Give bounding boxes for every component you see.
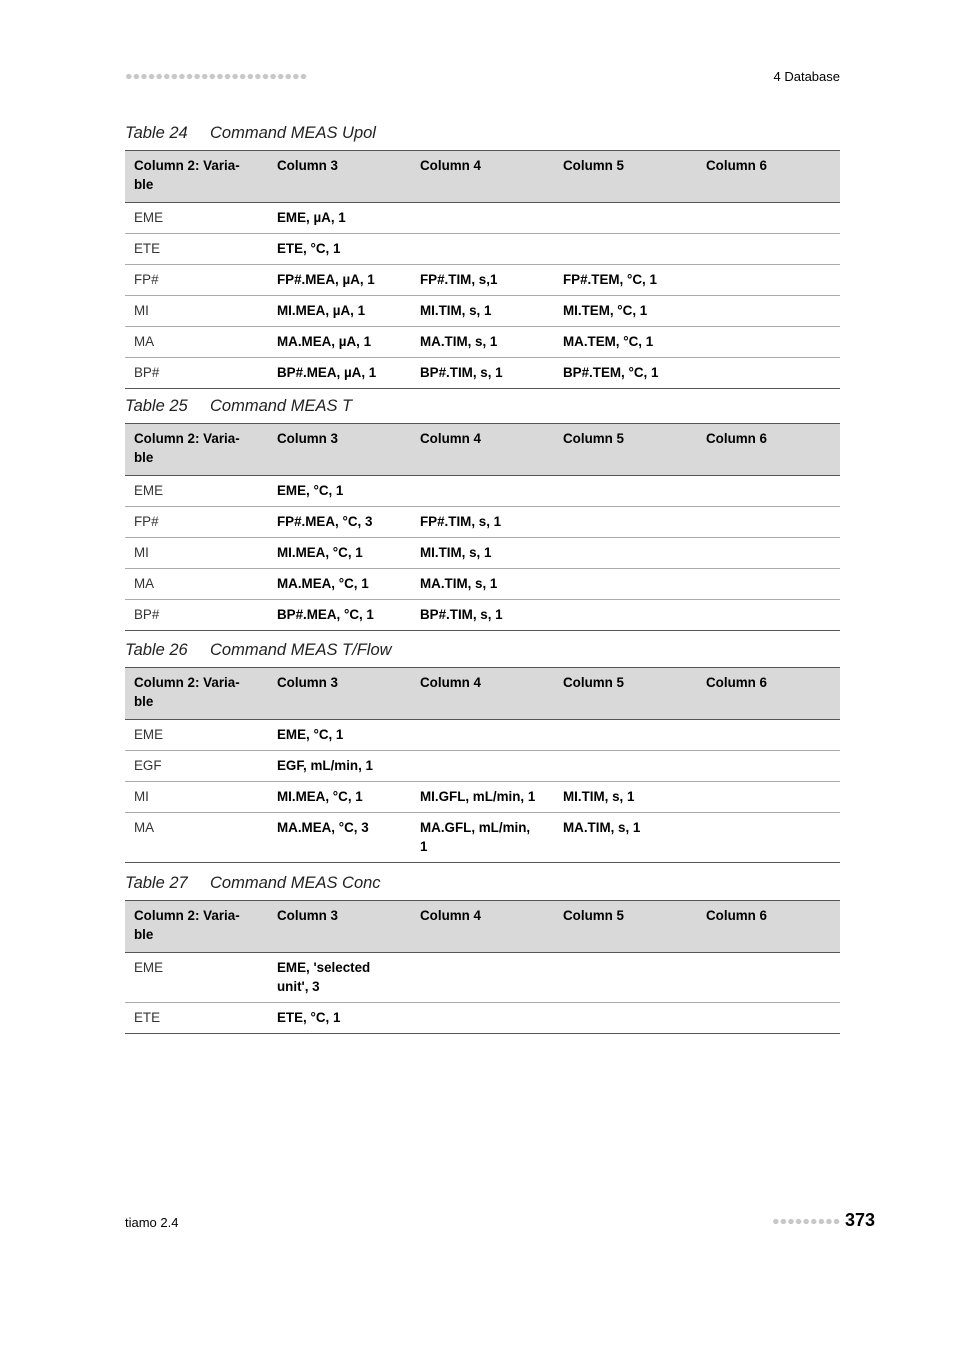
data-table (125, 423, 840, 631)
table-number: Table 26 (125, 641, 188, 659)
value-cell: MA.MEA, °C, 3 (268, 813, 411, 863)
table-header-row (125, 668, 840, 720)
value-cell (697, 234, 840, 265)
value-cell (554, 476, 697, 507)
column-header: Column 4 (420, 675, 482, 690)
header-decoration-dots (125, 72, 307, 81)
value-cell: FP#.TEM, °C, 1 (554, 265, 697, 296)
page-number: 373 (845, 1210, 876, 1230)
table-title: Command MEAS Conc (210, 874, 381, 892)
variable-cell: MA (125, 327, 268, 358)
value-cell: MA.TIM, s, 1 (554, 813, 697, 863)
table-header-row (125, 151, 840, 203)
variable-cell: BP# (125, 358, 268, 389)
table-row (125, 265, 840, 296)
table-row (125, 813, 840, 863)
value-cell: MI.MEA, µA, 1 (268, 296, 411, 327)
table-row (125, 720, 840, 751)
value-cell (697, 358, 840, 389)
value-cell (411, 751, 554, 782)
table-caption (125, 122, 840, 150)
value-cell (697, 782, 840, 813)
value-cell (411, 953, 554, 1003)
variable-cell: EME (125, 953, 268, 1003)
value-cell: MA.MEA, °C, 1 (268, 569, 411, 600)
value-cell: BP#.TIM, s, 1 (411, 358, 554, 389)
variable-cell: EME (125, 476, 268, 507)
table-row (125, 953, 840, 1003)
column-header: Column 6 (706, 431, 768, 446)
variable-cell: MI (125, 782, 268, 813)
value-cell: FP#.MEA, °C, 3 (268, 507, 411, 538)
value-cell (697, 327, 840, 358)
value-cell (697, 569, 840, 600)
value-cell (554, 507, 697, 538)
table-header-row (125, 901, 840, 953)
table-row (125, 234, 840, 265)
variable-cell: MA (125, 813, 268, 863)
value-cell (411, 234, 554, 265)
value-cell: EME, 'selected unit', 3 (268, 953, 411, 1003)
column-header: Column 2: Varia- ble (134, 908, 240, 942)
value-cell: MA.GFL, mL/min, 1 (411, 813, 554, 863)
variable-cell: ETE (125, 1003, 268, 1034)
column-header: Column 2: Varia- ble (134, 158, 240, 192)
data-table (125, 150, 840, 389)
table-number: Table 27 (125, 874, 188, 892)
value-cell (554, 600, 697, 631)
value-cell: EME, µA, 1 (268, 203, 411, 234)
table-block (125, 395, 840, 631)
variable-cell: MA (125, 569, 268, 600)
table-block (125, 639, 840, 863)
table-caption (125, 395, 840, 423)
variable-cell: ETE (125, 234, 268, 265)
variable-cell: EGF (125, 751, 268, 782)
value-cell (697, 538, 840, 569)
table-row (125, 538, 840, 569)
table-number: Table 24 (125, 124, 188, 142)
column-header: Column 4 (420, 908, 482, 923)
value-cell: BP#.TEM, °C, 1 (554, 358, 697, 389)
value-cell (411, 476, 554, 507)
column-header: Column 3 (277, 908, 339, 923)
value-cell (697, 296, 840, 327)
value-cell: MA.TIM, s, 1 (411, 569, 554, 600)
variable-cell: MI (125, 538, 268, 569)
value-cell: MA.TIM, s, 1 (411, 327, 554, 358)
table-row (125, 358, 840, 389)
value-cell (697, 953, 840, 1003)
value-cell (697, 265, 840, 296)
value-cell: EME, °C, 1 (268, 476, 411, 507)
column-header: Column 5 (563, 908, 625, 923)
value-cell (697, 600, 840, 631)
value-cell: MI.MEA, °C, 1 (268, 782, 411, 813)
value-cell: EME, °C, 1 (268, 720, 411, 751)
table-header-row (125, 424, 840, 476)
value-cell: BP#.MEA, °C, 1 (268, 600, 411, 631)
table-title: Command MEAS Upol (210, 124, 376, 142)
value-cell: ETE, °C, 1 (268, 1003, 411, 1034)
value-cell (554, 203, 697, 234)
value-cell (697, 203, 840, 234)
variable-cell: EME (125, 720, 268, 751)
variable-cell: EME (125, 203, 268, 234)
table-title: Command MEAS T/Flow (210, 641, 392, 659)
column-header: Column 3 (277, 431, 339, 446)
variable-cell: MI (125, 296, 268, 327)
table-row (125, 203, 840, 234)
value-cell: BP#.MEA, µA, 1 (268, 358, 411, 389)
footer-product-name: tiamo 2.4 (125, 1215, 179, 1230)
variable-cell: BP# (125, 600, 268, 631)
table-row (125, 476, 840, 507)
variable-cell: FP# (125, 265, 268, 296)
value-cell (411, 1003, 554, 1034)
value-cell (411, 203, 554, 234)
table-caption (125, 639, 840, 667)
value-cell (411, 720, 554, 751)
value-cell (697, 720, 840, 751)
value-cell (697, 813, 840, 863)
table-title: Command MEAS T (210, 397, 353, 415)
column-header: Column 5 (563, 158, 625, 173)
value-cell (554, 234, 697, 265)
column-header: Column 5 (563, 431, 625, 446)
value-cell: FP#.MEA, µA, 1 (268, 265, 411, 296)
column-header: Column 2: Varia- ble (134, 431, 240, 465)
table-number: Table 25 (125, 397, 188, 415)
variable-cell: FP# (125, 507, 268, 538)
value-cell (697, 751, 840, 782)
table-block (125, 122, 840, 389)
footer-decoration-dots (772, 1217, 840, 1226)
value-cell (697, 476, 840, 507)
value-cell (697, 1003, 840, 1034)
table-row (125, 296, 840, 327)
table-row (125, 751, 840, 782)
value-cell: MA.TEM, °C, 1 (554, 327, 697, 358)
value-cell: MI.MEA, °C, 1 (268, 538, 411, 569)
data-table (125, 900, 840, 1034)
table-row (125, 600, 840, 631)
value-cell (554, 569, 697, 600)
value-cell: FP#.TIM, s,1 (411, 265, 554, 296)
value-cell (554, 538, 697, 569)
value-cell (554, 720, 697, 751)
value-cell: FP#.TIM, s, 1 (411, 507, 554, 538)
header-section-title: 4 Database (773, 69, 840, 84)
column-header: Column 3 (277, 675, 339, 690)
table-block (125, 872, 840, 1034)
value-cell: BP#.TIM, s, 1 (411, 600, 554, 631)
value-cell: ETE, °C, 1 (268, 234, 411, 265)
column-header: Column 6 (706, 675, 768, 690)
column-header: Column 4 (420, 158, 482, 173)
column-header: Column 5 (563, 675, 625, 690)
value-cell: EGF, mL/min, 1 (268, 751, 411, 782)
table-row (125, 1003, 840, 1034)
column-header: Column 3 (277, 158, 339, 173)
value-cell: MI.TIM, s, 1 (411, 296, 554, 327)
value-cell: MI.TEM, °C, 1 (554, 296, 697, 327)
value-cell: MI.GFL, mL/min, 1 (411, 782, 554, 813)
table-row (125, 507, 840, 538)
column-header: Column 4 (420, 431, 482, 446)
value-cell (554, 751, 697, 782)
table-row (125, 327, 840, 358)
value-cell: MA.MEA, µA, 1 (268, 327, 411, 358)
table-row (125, 782, 840, 813)
value-cell: MI.TIM, s, 1 (554, 782, 697, 813)
value-cell: MI.TIM, s, 1 (411, 538, 554, 569)
table-row (125, 569, 840, 600)
value-cell (554, 953, 697, 1003)
value-cell (697, 507, 840, 538)
value-cell (554, 1003, 697, 1034)
column-header: Column 6 (706, 908, 768, 923)
column-header: Column 6 (706, 158, 768, 173)
data-table (125, 667, 840, 863)
table-caption (125, 872, 840, 900)
column-header: Column 2: Varia- ble (134, 675, 240, 709)
